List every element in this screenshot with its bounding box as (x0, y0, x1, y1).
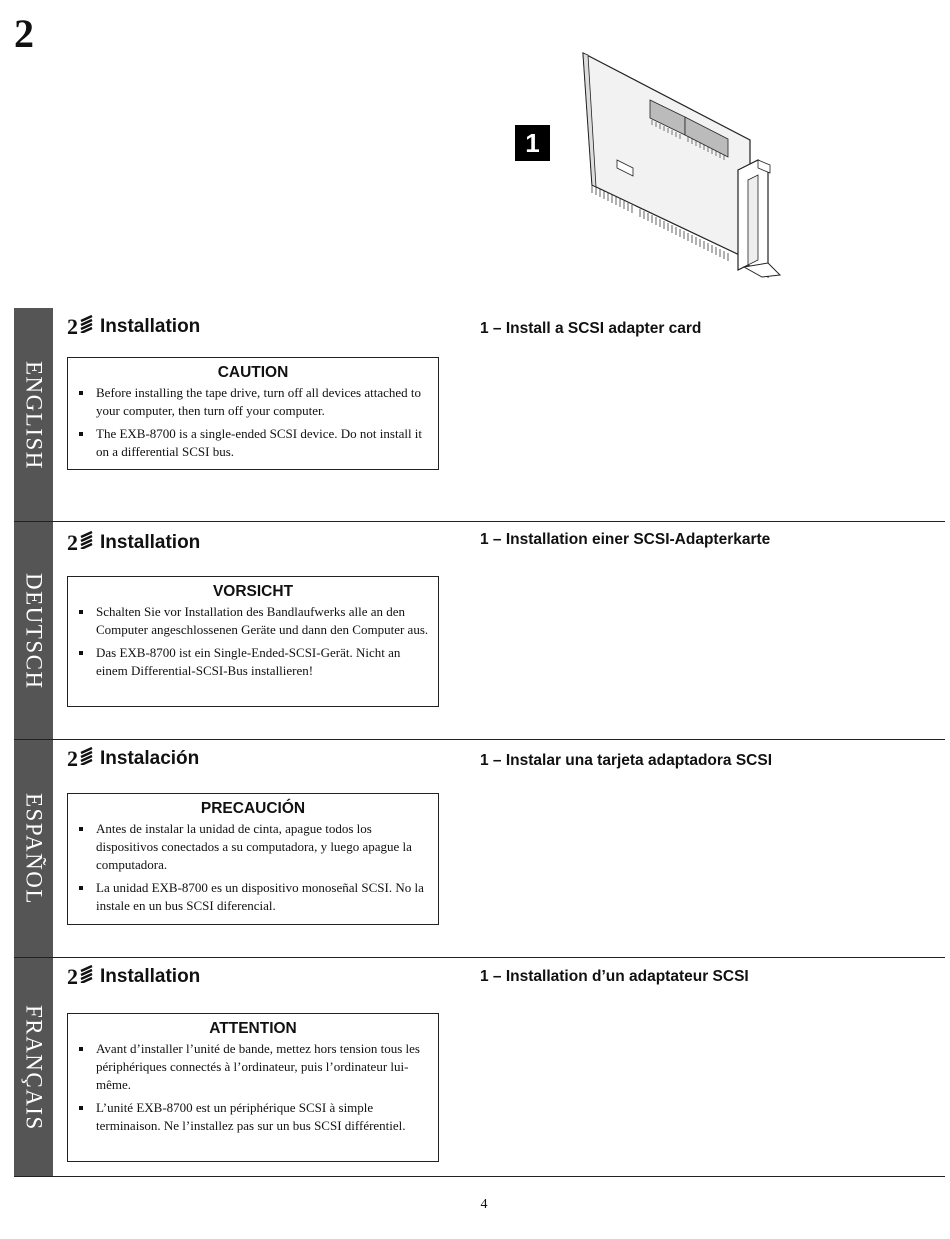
step-title: 1 – Install a SCSI adapter card (480, 320, 702, 337)
step-title: 1 – Instalar una tarjeta adaptadora SCSI (480, 752, 773, 769)
step-icon (79, 965, 93, 983)
language-label: ESPAÑOL (21, 793, 47, 905)
caution-item: Avant d’installer l’unité de bande, mettez hors tension tous les périphériques connectés à l’ordinateur, puis l’ordinateur lui-même. (76, 1040, 430, 1094)
caution-list (76, 384, 430, 461)
step-title: 1 – Installation d’un adaptateur SCSI (480, 968, 749, 985)
figure-callout-1: 1 (515, 125, 550, 161)
language-tab (14, 958, 53, 1177)
section-heading (67, 964, 200, 990)
language-tab (14, 522, 53, 740)
caution-item: Das EXB-8700 ist ein Single-Ended-SCSI-Gerät. Nicht an einem Differential-SCSI-Bus installieren! (76, 644, 430, 680)
section-divider (14, 1176, 945, 1177)
section-espanol (14, 740, 945, 958)
heading-number: 2 (67, 530, 78, 555)
heading-number: 2 (67, 746, 78, 771)
caution-list (76, 1040, 430, 1135)
adapter-card-drawing (500, 45, 800, 285)
language-label: DEUTSCH (21, 572, 47, 690)
language-label: ENGLISH (21, 360, 47, 470)
section-francais (14, 958, 945, 1177)
page-number: 4 (480, 1197, 488, 1212)
heading-text: Installation (100, 316, 201, 337)
caution-title: VORSICHT (212, 583, 294, 600)
caution-box (67, 1013, 439, 1162)
section-heading (67, 314, 200, 340)
section-deutsch (14, 522, 945, 740)
section-heading (67, 530, 200, 556)
heading-number: 2 (67, 964, 78, 989)
caution-item: L’unité EXB-8700 est un périphérique SCSI à simple terminaison. Ne l’installez pas sur un bus SCSI différentiel. (76, 1099, 430, 1135)
caution-box (67, 793, 439, 925)
heading-text: Installation (100, 532, 201, 553)
chapter-number: 2 (14, 11, 34, 56)
heading-text: Installation (100, 966, 201, 987)
section-english (14, 308, 945, 522)
language-tab (14, 308, 53, 522)
caution-title: PRECAUCIÓN (200, 800, 306, 817)
caution-item: La unidad EXB-8700 es un dispositivo monoseñal SCSI. No la instale en un bus SCSI diferencial. (76, 879, 430, 915)
caution-item: The EXB-8700 is a single-ended SCSI device. Do not install it on a differential SCSI bus. (76, 425, 430, 461)
language-label: FRANÇAIS (21, 1004, 47, 1131)
language-tab (14, 740, 53, 958)
caution-title: ATTENTION (209, 1020, 297, 1037)
step-icon (79, 531, 93, 549)
step-title: 1 – Installation einer SCSI-Adapterkarte (480, 531, 771, 548)
heading-text: Instalación (100, 748, 200, 769)
caution-list (76, 603, 430, 680)
caution-item: Antes de instalar la unidad de cinta, apague todos los dispositivos conectados a su computadora, y luego apague la computadora. (76, 820, 430, 874)
caution-box (67, 576, 439, 707)
caution-title: CAUTION (217, 364, 289, 381)
caution-list (76, 820, 430, 915)
step-icon (79, 315, 93, 333)
scsi-adapter-card-illustration (500, 45, 800, 285)
section-heading (67, 746, 199, 772)
caution-item: Before installing the tape drive, turn off all devices attached to your computer, then turn off your computer. (76, 384, 430, 420)
caution-box (67, 357, 439, 470)
step-icon (79, 747, 93, 765)
heading-number: 2 (67, 314, 78, 339)
caution-item: Schalten Sie vor Installation des Bandlaufwerks alle an den Computer angeschlossenen Geräte und dann den Computer aus. (76, 603, 430, 639)
